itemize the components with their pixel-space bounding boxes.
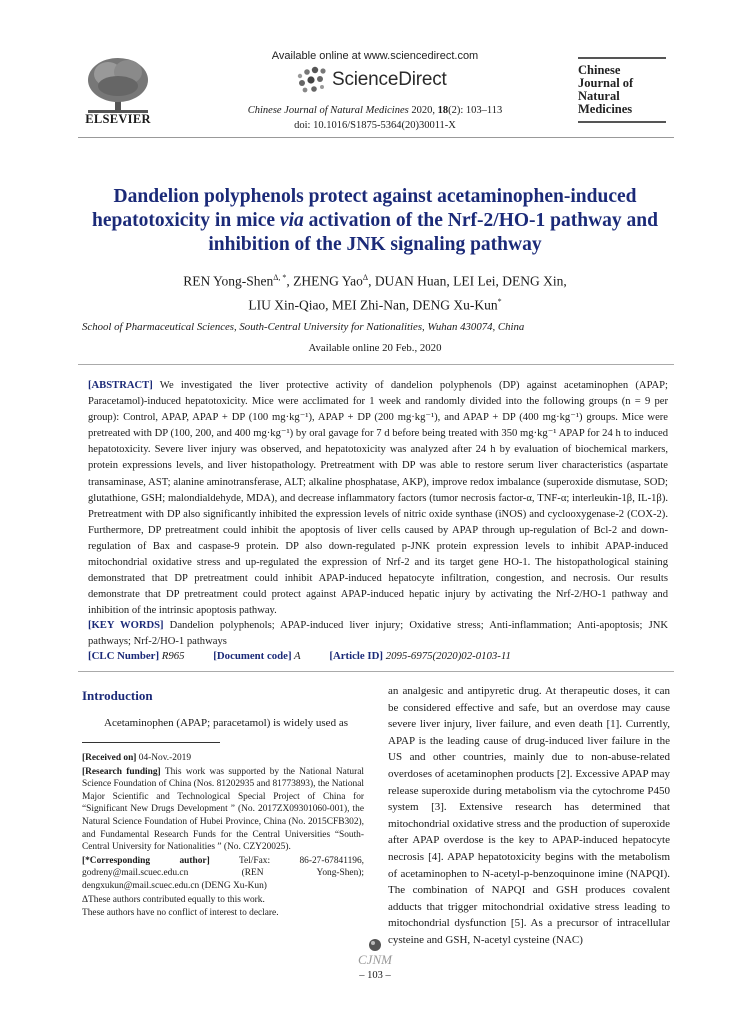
title-text: activation of the Nrf-2/HO-1 pathway and inhibition of the JNK signaling pathway bbox=[208, 210, 658, 255]
abstract-divider-top bbox=[78, 364, 674, 365]
funding-value: This work was supported by the National Natural Science Foundation of China (Nos. 81202935 and 81773893), the National Major Scientific and Technological Special Project of China for “Significant New Drugs Development ” (No. 2017ZX09301060-001), the Natural Science Foundation of Hubei Province, China (No. 2015CFB302), and Fundamental Research Funds for the Central Universities “South-Central University for Nationalities ” (No. CZY20025). bbox=[82, 766, 365, 853]
abstract-label: [ABSTRACT] bbox=[88, 380, 153, 391]
available-online-note: Available online at www.sciencedirect.com bbox=[271, 50, 479, 62]
journal-name-line: Chinese bbox=[578, 63, 621, 77]
received-value: 04-Nov.-2019 bbox=[136, 753, 192, 763]
doc-code-value: A bbox=[291, 650, 301, 662]
citation-volume: 18 bbox=[437, 105, 449, 116]
author-mark: * bbox=[497, 296, 502, 306]
author-mark: Δ bbox=[362, 273, 369, 282]
clc-value: R965 bbox=[159, 650, 185, 662]
cjnm-logo-text: CJNM bbox=[358, 952, 392, 967]
equal-contribution-note: ΔThese authors contributed equally to this work. bbox=[82, 894, 265, 905]
abstract bbox=[88, 378, 668, 619]
intro-paragraph-left: Acetaminophen (APAP; paracetamol) is widely used as bbox=[104, 717, 348, 729]
corresponding-value: Tel/Fax: 86-27-67841196, godreny@mail.scuec.edu.cn (REN Yong-Shen); dengxukun@mail.scuec.edu.cn (DENG Xu-Kun) bbox=[82, 855, 364, 891]
received-label: [Received on] bbox=[82, 753, 137, 763]
citation-journal: Chinese Journal of Natural Medicines bbox=[247, 105, 409, 116]
doi-link[interactable]: doi: 10.1016/S1875-5364(20)30011-X bbox=[294, 120, 456, 131]
abstract-text: We investigated the liver protective activity of dandelion polyphenols (DP) against acetaminophen (APAP; Paracetamol)-induced hepatotoxicity. Mice were acclimated for 1 week and randomly divided into the following groups (n = 9 per group): Control, APAP, APAP + DP (100 mg·kg⁻¹), APAP + DP (200 mg·kg⁻¹), and APAP + DP (400 mg·kg⁻¹) groups. Mice were pretreated with DP (100, 200, and 400 mg·kg⁻¹) by oral gavage for 7 d before being treated with 350 mg·kg⁻¹ APAP for 24 h to induced hepatotoxicity. Severe liver injury was observed, and hepatotoxicity was analyzed after 24 h by evaluation of biochemical markers, protein expressions levels, and liver histopathology. Pretreatment with DP was able to restore serum liver characteristics (aspartate transaminase, AST; alanine aminotransferase, ALT; alkaline phosphatase, AKP), improve redox imbalance (superoxide dismutase, SOD; glutathione, GSH; malondialdehyde, MDA), and decrease inflammatory factors (tumor necrosis factor-α, TNF-α; interleukin-1β, IL-1β). Pretreatment with DP also significantly inhibited the expression levels of nitric oxide synthase (iNOS) and cyclooxygenase-2 (COX-2). Furthermore, DP pretreatment could inhibit the apoptosis of liver cells caused by APAP through up-regulation of Bcl-2 and down-regulation of Bax and caspase-9 protein. DP also down-regulated p-JNK protein expression levels to inhibit APAP-induced mitochondrial oxidative stress and up-regulated the expression of Nrf-2 and its target gene HO-1. The histopathological staining demonstrated that DP pretreatment could inhibit APAP-induced hepatocyte infiltration, congestion, and necrosis. Our results demonstrate that DP pretreatment could protect against APAP-induced hepatic injury by activating the Nrf-2/HO-1 pathway and inhibition of the intrinsic apoptosis pathway. bbox=[88, 380, 668, 617]
article-title bbox=[80, 185, 670, 257]
citation-year: 2020, bbox=[408, 105, 438, 116]
author-name: , ZHENG Yao bbox=[286, 273, 363, 289]
abstract-divider-bottom bbox=[78, 671, 674, 672]
footnote-rule bbox=[82, 742, 220, 743]
affiliation: School of Pharmaceutical Sciences, South-Central University for Nationalities, Wuhan 430074, China bbox=[82, 321, 525, 333]
page-number: – 103 – bbox=[359, 970, 391, 981]
title-text: Dandelion polyphenols protect against acetaminophen-induced hepatotoxicity in mice bbox=[91, 186, 637, 231]
author-mark: Δ, * bbox=[273, 273, 287, 282]
author-name: LIU Xin-Qiao, MEI Zhi-Nan, DENG Xu-Kun bbox=[248, 297, 498, 312]
journal-name-block bbox=[578, 64, 666, 116]
article-id-value: 2095-6975(2020)02-0103-11 bbox=[383, 650, 511, 662]
journal-name-line: Medicines bbox=[578, 102, 633, 116]
keywords bbox=[88, 618, 668, 650]
corresponding-label: [*Corresponding author] bbox=[82, 855, 210, 866]
publisher-name: ELSEVIER bbox=[85, 112, 151, 126]
classification-line bbox=[88, 650, 668, 662]
intro-paragraph-right: an analgesic and antipyretic drug. At therapeutic doses, it can be considered effective and safe, but an overdose may cause severe liver injury, liver failure, and even death [1]. Currently, APAP is the leading cause of drug-induced liver failure in the US and other countries, mainly due to non-abuse-related overdoses of acetaminophen products [2]. Excessive APAP may release superoxide during metabolism via the cytochrome P450 system [3]. Extensive research has determined that mitochondrial oxidative stress and the production of superoxide after APAP overdose is the key to APAP-induced hepatocyte necrosis [4]. APAP hepatotoxicity begins with the metabolism of acetaminophen to N-acetyl-p-benzoquinone imine (NAPQI). The combination of NAPQI and GSH produces covalent adducts that trigger mitochondrial oxidative stress leading to mitochondrial dysfunction [5]. As a precursor of intracellular cysteine and GSH, N-acetyl cysteine (NAC) bbox=[388, 685, 670, 946]
available-date: Available online 20 Feb., 2020 bbox=[308, 342, 442, 354]
section-heading: Introduction bbox=[82, 688, 153, 703]
doc-code-label: [Document code] bbox=[213, 650, 292, 662]
header-divider bbox=[78, 137, 674, 138]
conflict-note: These authors have no conflict of interest to declare. bbox=[82, 908, 279, 919]
cjnm-footer-logo bbox=[350, 936, 400, 972]
citation-pages: (2): 103–113 bbox=[448, 105, 503, 116]
title-italic: via bbox=[279, 210, 304, 231]
keywords-text: Dandelion polyphenols; APAP-induced liver injury; Oxidative stress; Anti-inflammation; Anti-apoptosis; JNK pathways; Nrf-2/HO-1 pathways bbox=[88, 620, 668, 647]
article-id-label: [Article ID] bbox=[329, 650, 384, 662]
sciencedirect-logo-text: ScienceDirect bbox=[332, 69, 447, 90]
journal-name-rule-top bbox=[578, 57, 666, 59]
author-name: REN Yong-Shen bbox=[183, 273, 274, 289]
journal-name-rule-bottom bbox=[578, 121, 666, 123]
journal-name-line: Journal of bbox=[578, 76, 634, 90]
footnotes bbox=[82, 752, 364, 921]
funding-label: [Research funding] bbox=[82, 766, 161, 777]
keywords-label: [KEY WORDS] bbox=[88, 620, 164, 631]
author-list bbox=[80, 268, 670, 315]
clc-label: [CLC Number] bbox=[88, 650, 160, 662]
journal-name-line: Natural bbox=[578, 89, 620, 103]
author-name: , DUAN Huan, LEI Lei, DENG Xin, bbox=[368, 273, 567, 289]
